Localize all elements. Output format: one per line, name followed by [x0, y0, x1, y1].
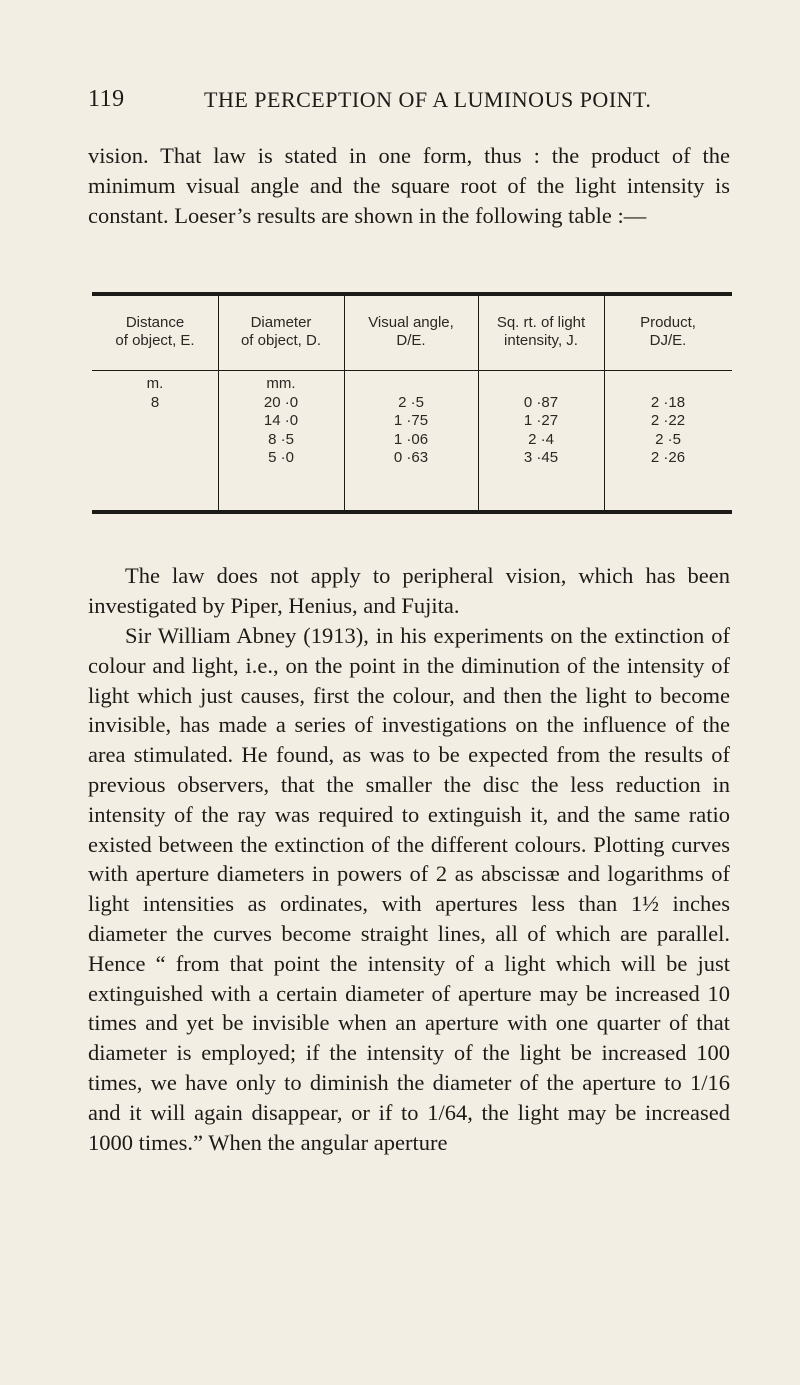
- paragraph-abney-experiments: Sir William Abney (1913), in his experiments on the extinction of colour and light, i.e., on the point in the diminution of the intensity of light which just causes, first the colour, and then the light to become invisible, has made a series of investigations on the influence of the area stimulated. He found, as was to be expected from the results of previous observers, that the smaller the disc the less reduction in intensity of the ray was required to extinguish it, and the same ratio existed between the extinction of the different colours. Plotting curves with aperture diameters in powers of 2 as abscissæ and logarithms of light intensities as ordinates, with apertures less than 1½ inches diameter the curves become straight lines, all of which are parallel. Hence “ from that point the intensity of a light which will be just extinguished with a certain diameter of aperture may be increased 10 times and yet be invisible when an aperture with one quarter of that diameter is employed; if the intensity of the light be increased 100 times, we have only to diminish the diameter of the aperture to 1/16 and it will again disappear, or if to 1/64, the light may be increased 1000 times.” When the angular aperture: [88, 623, 730, 1155]
- column-cells: [344, 375, 478, 468]
- paragraph-intro: vision. That law is stated in one form, thus : the product of the minimum visual angle and the square root of the light intensity is constant. Loeser’s results are shown in the following table :—: [88, 143, 730, 228]
- column-cells: [92, 375, 218, 468]
- column-header: Diameter of object, D.: [240, 314, 322, 349]
- column-cells: [478, 375, 604, 468]
- table-column-visual-angle: [344, 292, 478, 510]
- table-cell: [478, 375, 604, 394]
- running-title: THE PERCEPTION OF A LUMINOUS POINT.: [204, 87, 652, 112]
- column-header: Sq. rt. of light intensity, J.: [496, 314, 586, 349]
- column-header: Product, DJ/E.: [640, 314, 696, 349]
- table-cell: mm.: [266, 375, 296, 392]
- loeser-results-table: [92, 292, 732, 515]
- table-cell: [344, 375, 478, 394]
- table-cell: 3 ·45: [523, 449, 559, 467]
- table-cell: 2 ·5: [398, 393, 424, 411]
- table-cell: 2 ·5: [655, 430, 681, 448]
- page-number: 119: [88, 86, 125, 112]
- table-cell: 0 ·63: [393, 449, 429, 467]
- column-header: Visual angle, D/E.: [368, 314, 454, 349]
- table-column-light-intensity: [478, 292, 604, 510]
- table-cell: 8: [150, 393, 160, 411]
- table-cell: 1 ·75: [393, 412, 429, 430]
- column-cells: [218, 375, 344, 468]
- table-cell: [92, 449, 218, 468]
- table-cell: 0 ·87: [523, 393, 559, 411]
- table-cell: [604, 375, 732, 394]
- table-cell: 5 ·0: [268, 449, 294, 467]
- column-cells: [604, 375, 732, 468]
- table-cell: 1 ·27: [523, 412, 559, 430]
- running-head: [88, 86, 728, 112]
- table-cell: 8 ·5: [268, 430, 294, 448]
- table-cell: m.: [146, 375, 164, 392]
- table-cell: [92, 412, 218, 431]
- table-cell: 20 ·0: [263, 393, 299, 411]
- table-cell: 2 ·22: [650, 412, 686, 430]
- table-cell: 2 ·18: [650, 393, 686, 411]
- table-cell: 2 ·26: [650, 449, 686, 467]
- table-bottom-rule: [92, 510, 732, 514]
- table-column-product: [604, 292, 732, 510]
- table-cell: 14 ·0: [263, 412, 299, 430]
- table-column-diameter: [218, 292, 344, 510]
- table-column-distance: [92, 292, 218, 510]
- table-cell: [92, 431, 218, 450]
- table-cell: 2 ·4: [528, 430, 554, 448]
- column-header: Distance of object, E.: [115, 314, 195, 349]
- paragraph-peripheral-vision: The law does not apply to peripheral vision, which has been investigated by Piper, Henius, and Fujita.: [88, 563, 730, 618]
- table-cell: 1 ·06: [393, 430, 429, 448]
